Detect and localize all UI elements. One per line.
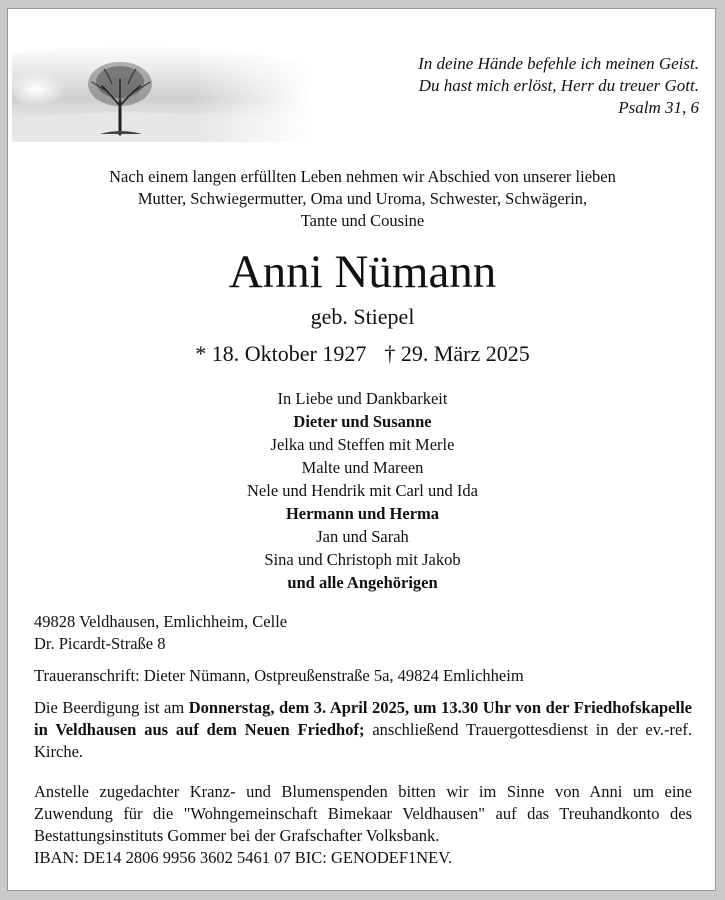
donation-text: Anstelle zugedachter Kranz- und Blumenspenden bitten wir im Sinne von Anni um eine Zuwendung für die "Wohngemeinschaft Bimekaar Veldhausen" auf das Treuhandkonto des Bestattungsinstituts Gommer bei der Grafschafter Volksbank.	[34, 782, 692, 845]
mourner-line: Hermann und Herma	[285, 504, 440, 523]
mourner-line: Nele und Hendrik mit Carl und Ida	[247, 481, 478, 500]
psalm-reference: Psalm 31, 6	[618, 98, 699, 117]
intro-line-2: Mutter, Schwiegermutter, Oma und Uroma, Schwester, Schwägerin,	[137, 189, 588, 208]
psalm-line-2: Du hast mich erlöst, Herr du treuer Gott.	[418, 76, 699, 95]
birth-date: * 18. Oktober 1927	[195, 341, 367, 366]
address-line-1: 49828 Veldhausen, Emlichheim, Celle	[34, 612, 288, 631]
mourner-line: Malte und Mareen	[301, 458, 424, 477]
deceased-name: Anni Nümann	[228, 246, 497, 298]
birth-name: geb. Stiepel	[310, 304, 415, 329]
mourner-line: In Liebe und Dankbarkeit	[277, 389, 448, 408]
mourning-address: Traueranschrift: Dieter Nümann, Ostpreußenstraße 5a, 49824 Emlichheim	[34, 666, 524, 685]
mourner-line: Jan und Sarah	[316, 527, 409, 546]
mourner-line: Sina und Christoph mit Jakob	[264, 550, 461, 569]
mourner-line: Dieter und Susanne	[293, 412, 432, 431]
life-dates	[0, 341, 725, 367]
funeral-notice	[34, 697, 692, 763]
intro-text	[0, 166, 725, 232]
psalm-quote	[418, 53, 699, 119]
donation-notice	[34, 781, 692, 869]
funeral-details: Donnerstag, dem 3. April 2025, um 13.30 Uhr von der Friedhofskapelle in Veldhausen aus auf dem Neuen Friedhof;	[34, 698, 692, 739]
mourner-line: und alle Angehörigen	[287, 573, 438, 592]
funeral-post: anschließend Trauergottesdienst in der ev.-ref. Kirche.	[34, 720, 692, 761]
mourners-list	[0, 387, 725, 594]
intro-line-3: Tante und Cousine	[300, 211, 425, 230]
bank-details: IBAN: DE14 2806 9956 3602 5461 07 BIC: GENODEF1NEV.	[34, 848, 453, 867]
funeral-pre: Die Beerdigung ist am	[34, 698, 189, 717]
mourner-line: Jelka und Steffen mit Merle	[270, 435, 455, 454]
intro-line-1: Nach einem langen erfüllten Leben nehmen wir Abschied von unserer lieben	[109, 167, 616, 186]
psalm-line-1: In deine Hände befehle ich meinen Geist.	[418, 54, 699, 73]
death-date: † 29. März 2025	[384, 341, 530, 366]
tree-image	[12, 24, 312, 142]
family-address	[34, 611, 287, 655]
address-line-2: Dr. Picardt-Straße 8	[34, 634, 166, 653]
